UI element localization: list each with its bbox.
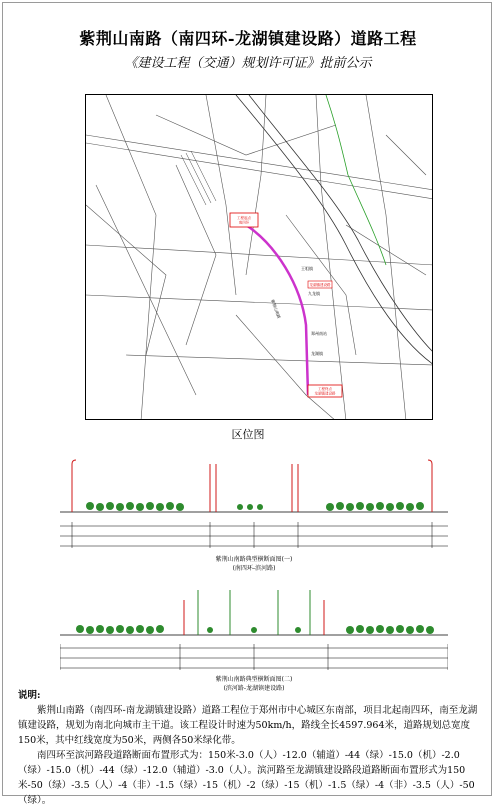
cross-section-1-range: (南四环-滨河路) (232, 565, 276, 572)
trees-row-1 (86, 502, 424, 511)
cross-section-2-range: (滨河路-龙湖镇建设路) (223, 685, 285, 692)
location-map (85, 94, 433, 420)
cross-section-2 (60, 580, 448, 690)
start-point-label: 工程起点南四环 (237, 216, 251, 225)
cross-section-1-title: 紫荆山南路典型横断面图(一) (215, 556, 293, 563)
notes-paragraph-1: 紫荆山南路（南四环-南龙湖镇建设路）道路工程位于郑州市中心城区东南部，项目北起南四环，南至龙湖镇建设路，规划为南北向城市主干道。该工程设计时速为50km/h，路线全长4597.964米，道路规划总宽度150米，其中红线宽度为50米，两侧各50米绿化带。 (18, 705, 478, 746)
green-waterway (326, 95, 386, 265)
red-label: 龙湖镇建设路 (309, 283, 331, 287)
place-label-4: 龙湖镇 (311, 351, 323, 356)
notes-heading: 说明: (18, 690, 41, 701)
notes-paragraph-2: 南四环至滨河路段道路断面布置形式为：150米-3.0（人）-12.0（辅道）-44（绿）-15.0（机）-2.0（绿）-15.0（机）-44（绿）-12.0（辅道）-3.0（人）。滨河路至龙湖镇建设路段道路断面布置形式为150米-50（绿）-3.5（人）-4（非）-1.5（绿）-15（机）-2（绿）-15（机）-1.5（绿）-4（非）-3.5（人）-50（绿）。 (18, 750, 475, 806)
dimension-lines-1 (60, 522, 448, 548)
page-subtitle: 《建设工程（交通）规划许可证》批前公示 (124, 56, 372, 71)
cross-section-2-title: 紫荆山南路典型横断面图(二) (215, 676, 293, 683)
place-label-2: 九龙镇 (308, 291, 320, 296)
map-drawing (86, 95, 433, 420)
notes-section (18, 688, 480, 808)
trees-row-2 (76, 625, 434, 634)
river (236, 95, 433, 365)
dimension-lines-2 (60, 644, 448, 670)
end-point-label: 工程终点龙湖镇建设路 (314, 387, 336, 396)
place-label-1: 王咀镇 (301, 266, 313, 271)
place-labels (270, 265, 327, 356)
street-grid (86, 95, 433, 420)
page-title: 紫荆山南路（南四环-龙湖镇建设路）道路工程 (79, 29, 417, 48)
road-name-label: 紫荆山南路 (270, 298, 282, 320)
cross-section-1 (60, 452, 448, 572)
map-caption: 区位图 (231, 428, 265, 441)
cross-section-1-caption (194, 554, 314, 572)
place-label-3: 郑州南站 (311, 331, 327, 336)
